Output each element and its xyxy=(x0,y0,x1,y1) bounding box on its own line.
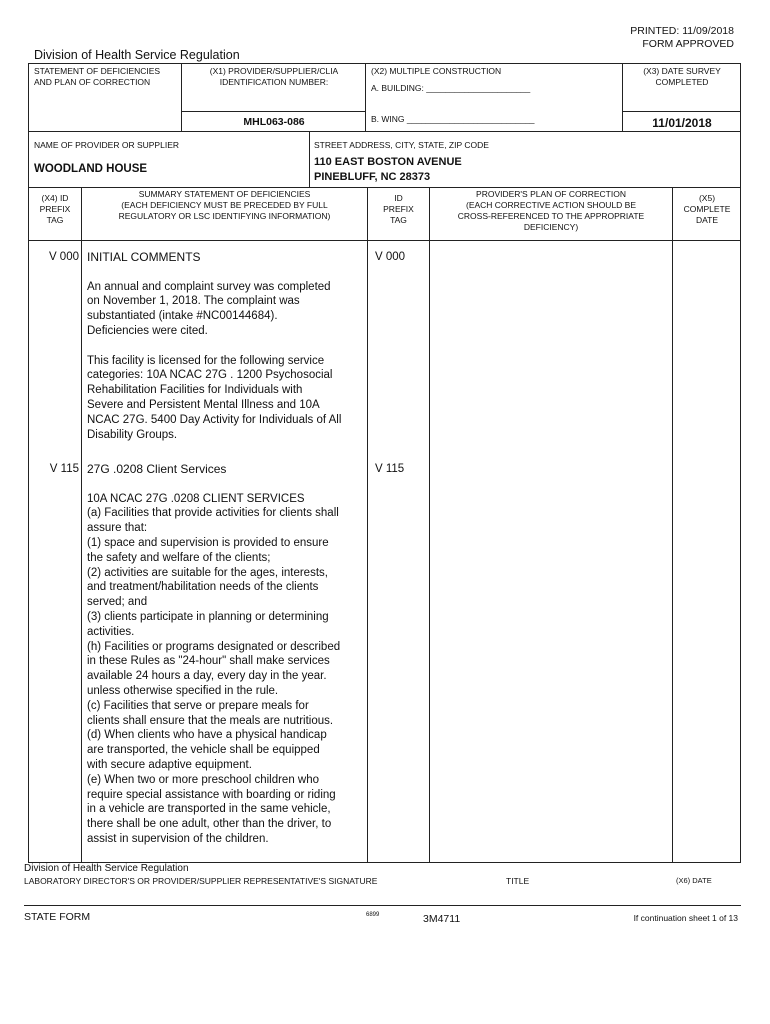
x1-value: MHL063-086 xyxy=(243,116,305,128)
provider-name-label: NAME OF PROVIDER OR SUPPLIER xyxy=(34,140,179,150)
col-summary-header: SUMMARY STATEMENT OF DEFICIENCIES (EACH DEFICIENCY MUST BE PRECEDED BY FULL REGULATORY OR LSC IDENTIFYING INFORMATION) xyxy=(118,189,331,221)
form-number: 6899 xyxy=(366,912,380,918)
building-label: A. BUILDING: ______________________ xyxy=(371,83,531,93)
x3-label: (X3) DATE SURVEY COMPLETED xyxy=(643,66,721,87)
title-label: TITLE xyxy=(506,876,530,886)
col-x5-header: (X5) COMPLETE DATE xyxy=(683,193,731,225)
address-label: STREET ADDRESS, CITY, STATE, ZIP CODE xyxy=(314,140,489,150)
address-line2: PINEBLUFF, NC 28373 xyxy=(314,171,431,183)
date-label: (X6) DATE xyxy=(676,876,712,885)
entry-paragraph: This facility is licensed for the following service categories: 10A NCAC 27G . 1200 Psychosocial Rehabilitation Facilities for Individuals with Severe and Persistent Mental Illness and 10A NCAC 27G. 5400 Day Activity for Individuals of All Disability Groups. xyxy=(87,354,342,441)
continuation-note: If continuation sheet 1 of 13 xyxy=(633,913,738,923)
entry-tag-right: V 115 xyxy=(375,463,405,475)
entry-paragraph: An annual and complaint survey was completed on November 1, 2018. The complaint was substantiated (intake #NC00144684). Deficiencies were cited. xyxy=(87,280,331,337)
entry-paragraph: 10A NCAC 27G .0208 CLIENT SERVICES (a) Facilities that provide activities for clients shall assure that: (1) space and supervision is provided to ensure the safety and welfare of the clients; (2) activities are suitable for the ages, interests, and treatment/habilitation needs of the clients served; and (3) clients participate in planning or determining activities. (h) Facilities or programs designated or described in these Rules as "24-hour" shall make services available 24 hours a day, every day in the year. unless otherwise specified in the rule. (c) Facilities that serve or prepare meals for clients shall ensure that the meals are nutritious. (d) When clients who have a physical handicap are transported, the vehicle shall be equipped with secure adaptive equipment. (e) When two or more preschool children who require special assistance with boarding or riding in a vehicle are transported in the same vehicle, there shall be one adult, other than the driver, to assist in supervision of the children. xyxy=(87,492,341,845)
entry-body xyxy=(87,250,367,442)
col-plan-header: PROVIDER'S PLAN OF CORRECTION (EACH CORRECTIVE ACTION SHOULD BE CROSS-REFERENCED TO THE APPROPRIATE DEFICIENCY) xyxy=(457,189,645,232)
x3-value: 11/01/2018 xyxy=(652,116,712,130)
agency-title: Division of Health Service Regulation xyxy=(34,48,240,62)
footer-agency: Division of Health Service Regulation xyxy=(24,863,189,874)
col-x4-header: (X4) ID PREFIX TAG xyxy=(39,193,71,225)
x1-label: (X1) PROVIDER/SUPPLIER/CLIA IDENTIFICATION NUMBER: xyxy=(209,66,339,87)
statement-label: STATEMENT OF DEFICIENCIES AND PLAN OF CORRECTION xyxy=(34,66,161,87)
state-form: STATE FORM xyxy=(24,911,91,923)
event-id: 3M4711 xyxy=(423,913,461,925)
entry-tag: V 115 xyxy=(49,463,79,475)
col-id-prefix-header: ID PREFIX TAG xyxy=(383,193,414,225)
form-approved: FORM APPROVED xyxy=(642,38,734,50)
entry-tag-right: V 000 xyxy=(375,251,406,263)
wing-label: B. WING ___________________________ xyxy=(371,114,535,124)
x2-label: (X2) MULTIPLE CONSTRUCTION xyxy=(371,66,502,76)
entry-tag: V 000 xyxy=(48,251,79,263)
signature-label: LABORATORY DIRECTOR'S OR PROVIDER/SUPPLIER REPRESENTATIVE'S SIGNATURE xyxy=(24,876,378,886)
provider-name: WOODLAND HOUSE xyxy=(34,163,148,175)
entry-body xyxy=(87,462,367,847)
entry-title: INITIAL COMMENTS xyxy=(87,250,201,264)
address-line1: 110 EAST BOSTON AVENUE xyxy=(314,156,462,168)
entry-title: 27G .0208 Client Services xyxy=(87,462,227,476)
printed-date: PRINTED: 11/09/2018 xyxy=(630,25,734,37)
